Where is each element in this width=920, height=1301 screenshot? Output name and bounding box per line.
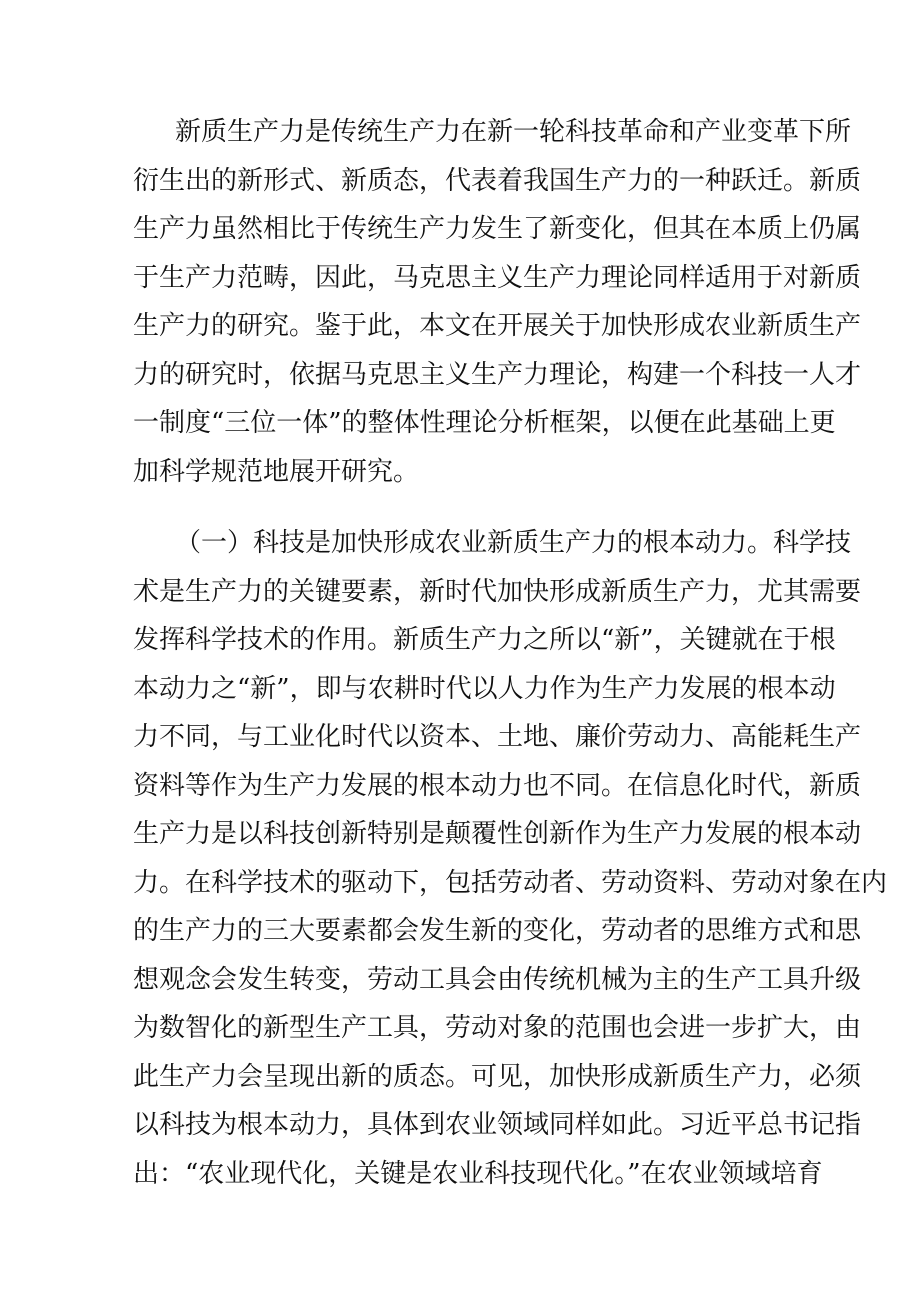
text-line: 出：“农业现代化，关键是农业科技现代化。”在农业领域培育 [133, 1158, 823, 1189]
text-line: 力的研究时，依据马克思主义生产力理论，构建一个科技一人才 [133, 359, 862, 390]
text-line: 本动力之“新”，即与农耕时代以人力作为生产力发展的根本动 [133, 673, 836, 704]
text-line: 资料等作为生产力发展的根本动力也不同。在信息化时代，新质 [133, 770, 862, 801]
text-line: 力不同，与工业化时代以资本、土地、廉价劳动力、高能耗生产 [133, 722, 862, 752]
text-line: （一）科技是加快形成农业新质生产力的根本动力。科学技 [175, 528, 852, 558]
text-line: 术是生产力的关键要素，新时代加快形成新质生产力，尤其需要 [133, 576, 862, 607]
text-line: 的生产力的三大要素都会发生新的变化，劳动者的思维方式和思 [133, 916, 862, 946]
text-line: 此生产力会呈现出新的质态。可见，加快形成新质生产力，必须 [133, 1061, 862, 1092]
document-body [133, 108, 888, 1198]
text-line: 新质生产力是传统生产力在新一轮科技革命和产业变革下所 [175, 117, 852, 147]
text-line: 加科学规范地展开研究。 [133, 456, 420, 487]
text-line: 为数智化的新型生产工具，劳动对象的范围也会进一步扩大，由 [133, 1013, 862, 1043]
text-line: 生产力的研究。鉴于此，本文在开展关于加快形成农业新质生产 [133, 311, 862, 341]
text-line: 生产力是以科技创新特别是颠覆性创新作为生产力发展的根本动 [133, 819, 862, 849]
text-line: 以科技为根本动力，具体到农业领域同样如此。习近平总书记指 [133, 1110, 862, 1140]
text-line: 发挥科学技术的作用。新质生产力之所以“新”，关键就在于根 [133, 625, 836, 655]
paragraph-2 [133, 519, 888, 1198]
text-line: 于生产力范畴，因此，马克思主义生产力理论同样适用于对新质 [133, 262, 862, 293]
paragraph-1 [133, 108, 862, 496]
text-line: 衍生出的新形式、新质态，代表着我国生产力的一种跃迁。新质 [133, 165, 862, 196]
text-line: 一制度“三位一体”的整体性理论分析框架，以便在此基础上更 [133, 408, 836, 438]
text-line: 想观念会发生转变，劳动工具会由传统机械为主的生产工具升级 [133, 964, 862, 995]
text-line: 生产力虽然相比于传统生产力发生了新变化，但其在本质上仍属 [133, 214, 862, 244]
text-line: 力。在科学技术的驱动下，包括劳动者、劳动资料、劳动对象在内 [133, 867, 888, 898]
